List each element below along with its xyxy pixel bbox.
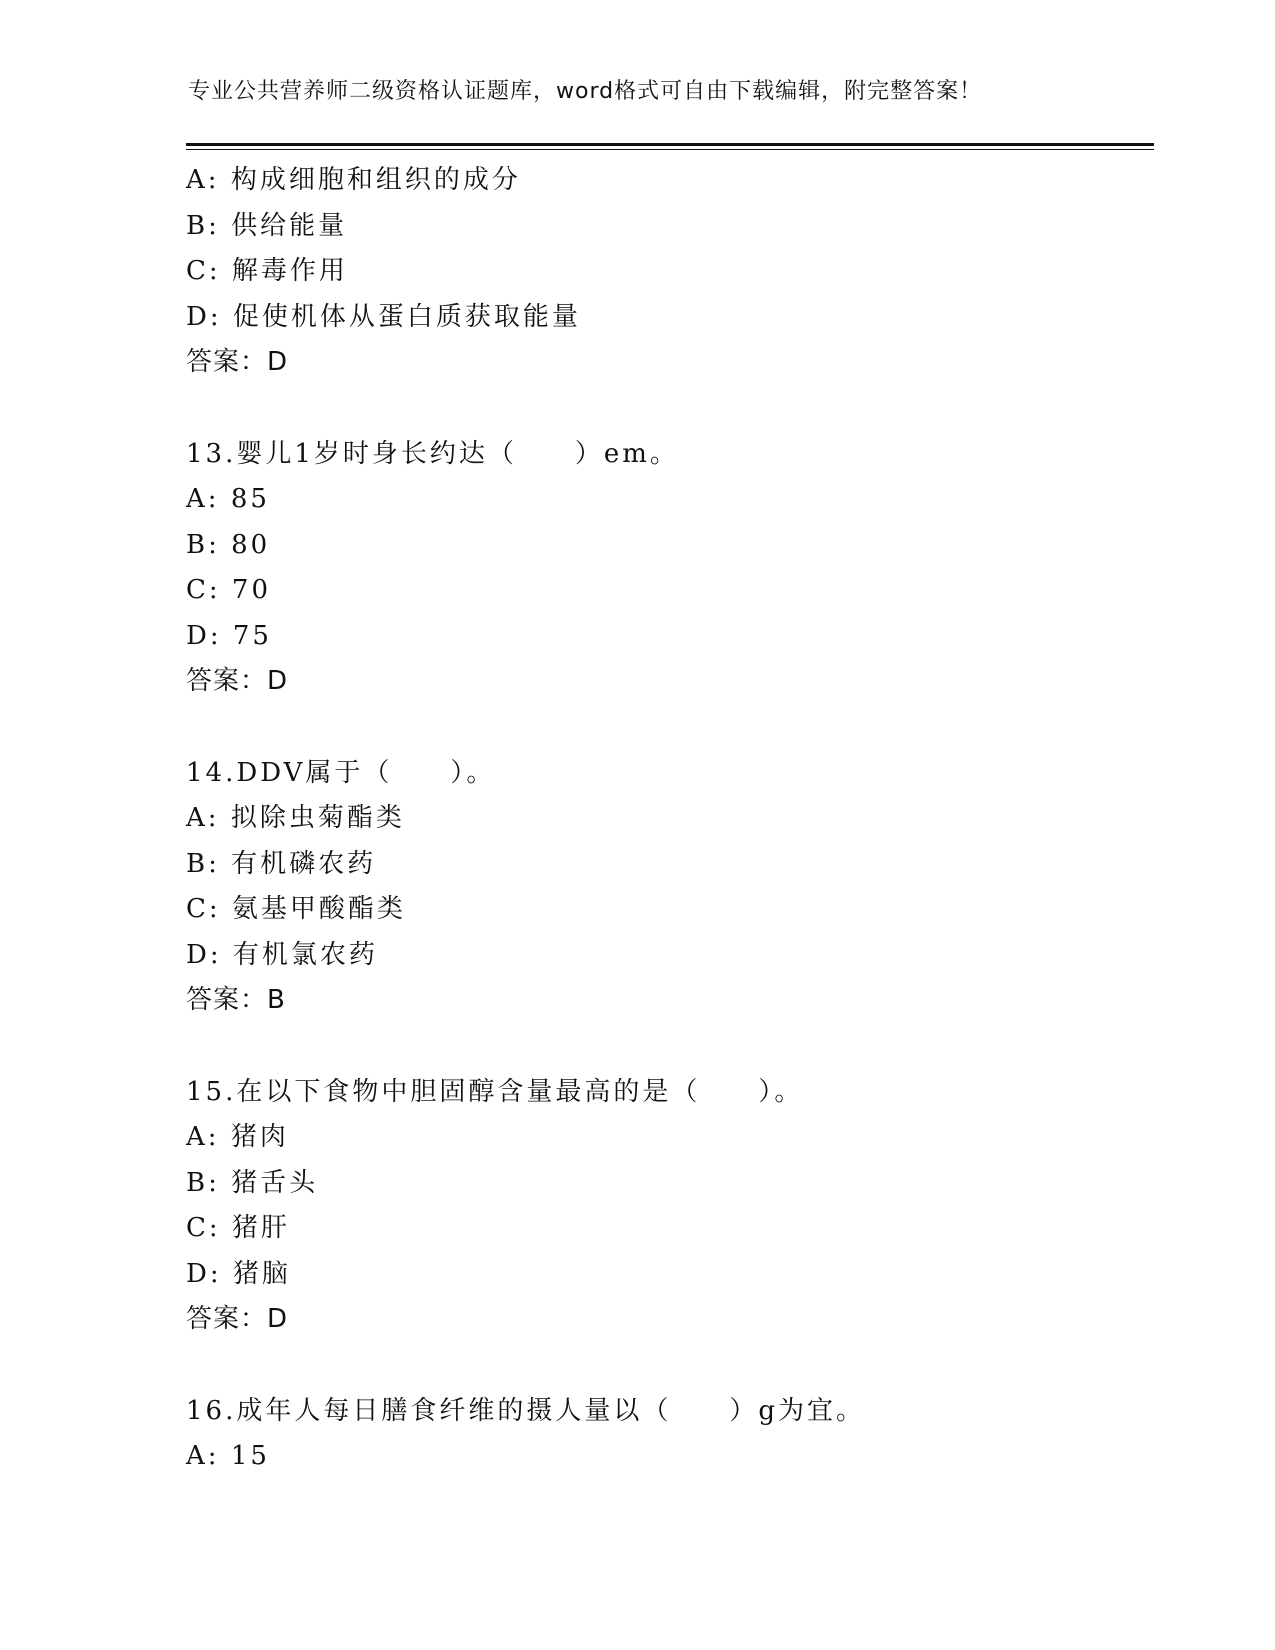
question-stem: 13.婴儿1岁时身长约达（ ）em。 bbox=[186, 438, 679, 469]
option-a: A: 猪肉 bbox=[186, 1122, 289, 1152]
option-c: C: 氨基甲酸酯类 bbox=[186, 894, 406, 924]
question-stem: 15.在以下食物中胆固醇含量最高的是（ ）。 bbox=[186, 1076, 804, 1107]
option-c: C: 解毒作用 bbox=[186, 256, 348, 286]
option-a: A: 85 bbox=[186, 484, 270, 514]
question-14 bbox=[186, 751, 1146, 1024]
question-13 bbox=[186, 432, 1146, 705]
option-a: A: 拟除虫菊酯类 bbox=[186, 803, 405, 833]
question-16 bbox=[186, 1389, 1146, 1480]
question-continued bbox=[186, 158, 1146, 386]
option-b: B: 猪舌头 bbox=[186, 1167, 319, 1198]
option-b: B: 80 bbox=[186, 529, 271, 560]
option-b: B: 供给能量 bbox=[186, 210, 348, 241]
answer: 答案：D bbox=[186, 347, 289, 377]
header-rule-thin bbox=[186, 149, 1154, 150]
question-content bbox=[186, 158, 1146, 1480]
answer: 答案：B bbox=[186, 985, 286, 1015]
option-d: D: 促使机体从蛋白质获取能量 bbox=[186, 301, 581, 332]
page-header: 专业公共营养师二级资格认证题库，word格式可自由下载编辑，附完整答案！ bbox=[188, 79, 983, 104]
option-c: C: 70 bbox=[186, 575, 272, 605]
header-rule-thick bbox=[186, 143, 1154, 146]
question-stem: 16.成年人每日膳食纤维的摄人量以（ ）g为宜。 bbox=[186, 1395, 865, 1426]
option-a: A: 构成细胞和组织的成分 bbox=[186, 165, 521, 195]
option-b: B: 有机磷农药 bbox=[186, 848, 377, 879]
option-d: D: 猪脑 bbox=[186, 1258, 291, 1289]
option-c: C: 猪肝 bbox=[186, 1213, 290, 1243]
question-stem: 14.DDV属于（ ）。 bbox=[186, 757, 496, 788]
option-a: A: 15 bbox=[186, 1441, 270, 1471]
option-d: D: 有机氯农药 bbox=[186, 939, 378, 970]
option-d: D: 75 bbox=[186, 620, 272, 651]
answer: 答案：D bbox=[186, 1304, 289, 1334]
answer: 答案：D bbox=[186, 666, 289, 696]
question-15 bbox=[186, 1070, 1146, 1343]
